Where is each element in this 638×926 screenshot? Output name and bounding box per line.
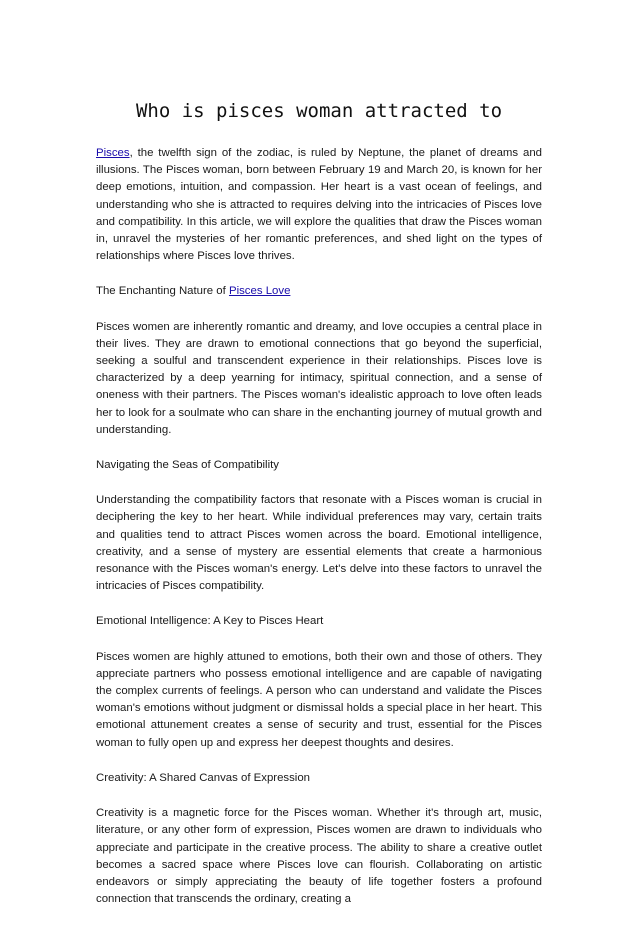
section-paragraph-compatibility: Understanding the compatibility factors that resonate with a Pisces woman is crucial in deciphering the key to her heart. While individual preferences may vary, certain traits and qualities tend to attract Pisces women across the board. Emotional intelligence, creativity, and a sense of mystery are essential elements that create a harmonious resonance with the Pisces woman's energy. Let's delve into these factors to unravel the intricacies of Pisces compatibility.: [96, 494, 542, 593]
section-heading-enchanting-nature: [96, 283, 542, 300]
section-heading-compatibility: Navigating the Seas of Compatibility: [96, 459, 279, 472]
section-paragraph-creativity: Creativity is a magnetic force for the Pisces woman. Whether it's through art, music, literature, or any other form of expression, Pisces women are drawn to individuals who appreciate and participate in the creative process. The ability to share a creative outlet becomes a sacred space where Pisces love can flourish. Collaborating on artistic endeavors or simply appreciating the beauty of life together fosters a profound connection that transcends the ordinary, creating a: [96, 807, 542, 906]
page-title: Who is pisces woman attracted to: [135, 100, 503, 122]
section-paragraph-enchanting-nature: Pisces women are inherently romantic and dreamy, and love occupies a central place in their lives. They are drawn to emotional connections that go beyond the superficial, seeking a soulful and transcendent experience in their relationships. Pisces love is characterized by a deep yearning for intimacy, spiritual connection, and a sense of oneness with their partners. The Pisces woman's idealistic approach to love often leads her to look for a soulmate who can share in the enchanting journey of mutual growth and understanding.: [96, 320, 542, 436]
article-body: [96, 145, 542, 926]
intro-paragraph: [96, 145, 542, 265]
pisces-link[interactable]: Pisces: [96, 147, 130, 159]
intro-text: , the twelfth sign of the zodiac, is ruled by Neptune, the planet of dreams and illusions. The Pisces woman, born between February 19 and March 20, is known for her deep emotions, intuition, and compassion. Her heart is a vast ocean of feelings, and understanding who she is attracted to requires delving into the intricacies of Pisces love and compatibility. In this article, we will explore the qualities that draw the Pisces woman in, unravel the mysteries of her romantic preferences, and shed light on the types of relationships where Pisces love thrives.: [96, 147, 542, 263]
section-heading-creativity: Creativity: A Shared Canvas of Expression: [96, 771, 310, 784]
heading-text: The Enchanting Nature of: [96, 285, 229, 298]
pisces-love-link[interactable]: Pisces Love: [228, 285, 291, 298]
section-paragraph-emotional-intelligence: Pisces women are highly attuned to emotions, both their own and those of others. They appreciate partners who possess emotional intelligence and are capable of navigating the complex currents of feelings. A person who can understand and validate the Pisces woman's emotions without judgment or dismissal holds a special place in her heart. This emotional attunement creates a sense of security and trust, essential for the Pisces woman to fully open up and express her deepest thoughts and desires.: [96, 650, 542, 749]
section-heading-emotional-intelligence: Emotional Intelligence: A Key to Pisces Heart: [96, 615, 324, 628]
